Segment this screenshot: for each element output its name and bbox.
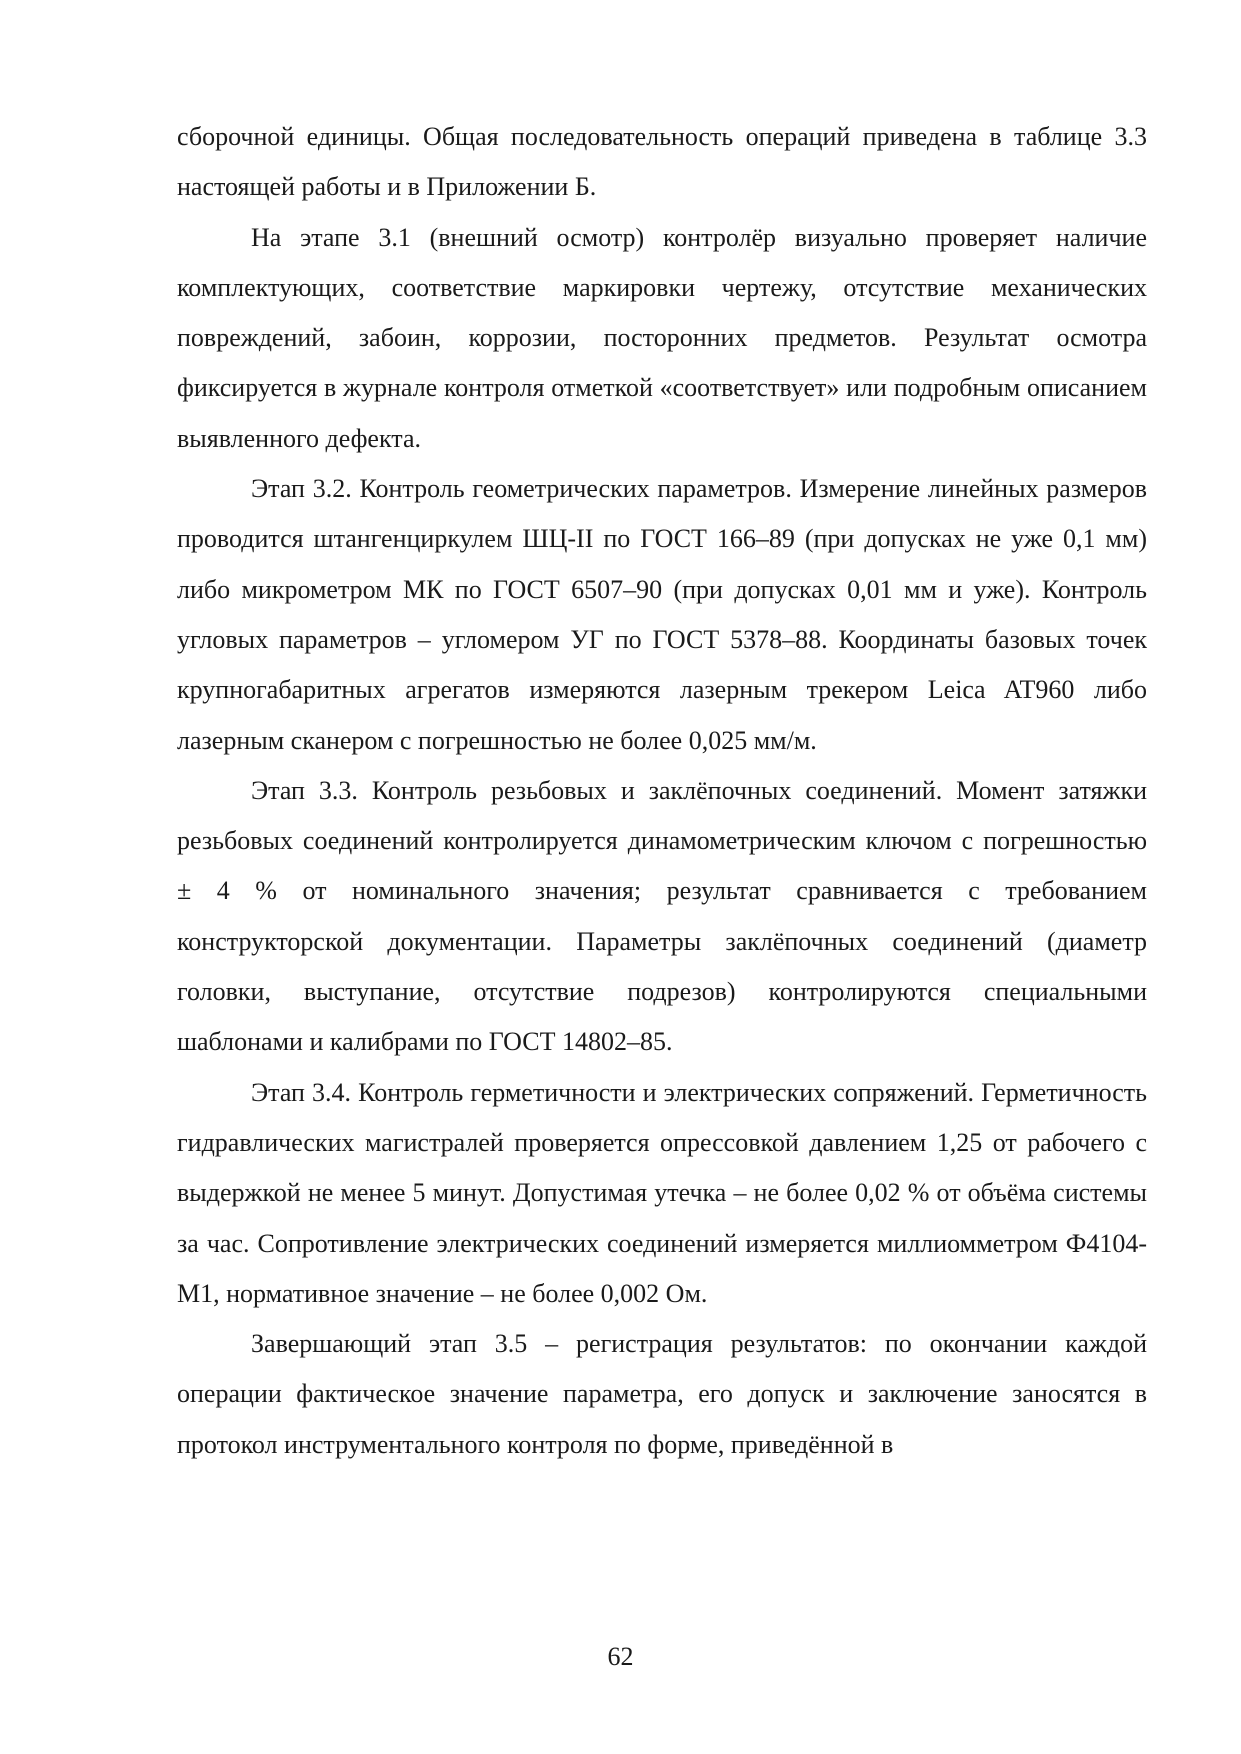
document-body bbox=[177, 112, 1147, 1470]
page-number: 62 bbox=[607, 1642, 634, 1671]
paragraph-stage-3-5: Завершающий этап 3.5 – регистрация результатов: по окончании каждой операции фактическое значение параметра, его допуск и заключение заносятся в протокол инструментального контроля по форме, приведённой в bbox=[177, 1329, 1147, 1459]
paragraph-stage-3-2: Этап 3.2. Контроль геометрических параметров. Измерение линейных размеров проводится штангенциркулем ШЦ-II по ГОСТ 166–89 (при допусках не уже 0,1 мм) либо микрометром МК по ГОСТ 6507–90 (при допусках 0,01 мм и уже). Контроль угловых параметров – угломером УГ по ГОСТ 5378–88. Координаты базовых точек крупногабаритных агрегатов измеряются лазерным трекером Leica AT960 либо лазерным сканером с погрешностью не более 0,025 мм/м. bbox=[177, 474, 1147, 755]
paragraph-stage-3-1: На этапе 3.1 (внешний осмотр) контролёр визуально проверяет наличие комплектующих, соответствие маркировки чертежу, отсутствие механических повреждений, забоин, коррозии, посторонних предметов. Результат осмотра фиксируется в журнале контроля отметкой «соответствует» или подробным описанием выявленного дефекта. bbox=[177, 222, 1147, 453]
paragraph-continuation: сборочной единицы. Общая последовательность операций приведена в таблице 3.3 настоящей работы и в Приложении Б. bbox=[177, 122, 1147, 202]
paragraph-stage-3-3: Этап 3.3. Контроль резьбовых и заклёпочных соединений. Момент затяжки резьбовых соединений контролируется динамометрическим ключом с погрешностью ± 4 % от номинального значения; результат сравнивается с требованием конструкторской документации. Параметры заклёпочных соединений (диаметр головки, выступание, отсутствие подрезов) контролируются специальными шаблонами и калибрами по ГОСТ 14802–85. bbox=[177, 775, 1147, 1057]
paragraph-stage-3-4: Этап 3.4. Контроль герметичности и электрических сопряжений. Герметичность гидравлических магистралей проверяется опрессовкой давлением 1,25 от рабочего с выдержкой не менее 5 минут. Допустимая утечка – не более 0,02 % от объёма системы за час. Сопротивление электрических соединений измеряется миллиомметром Ф4104-М1, нормативное значение – не более 0,002 Ом. bbox=[177, 1077, 1147, 1308]
